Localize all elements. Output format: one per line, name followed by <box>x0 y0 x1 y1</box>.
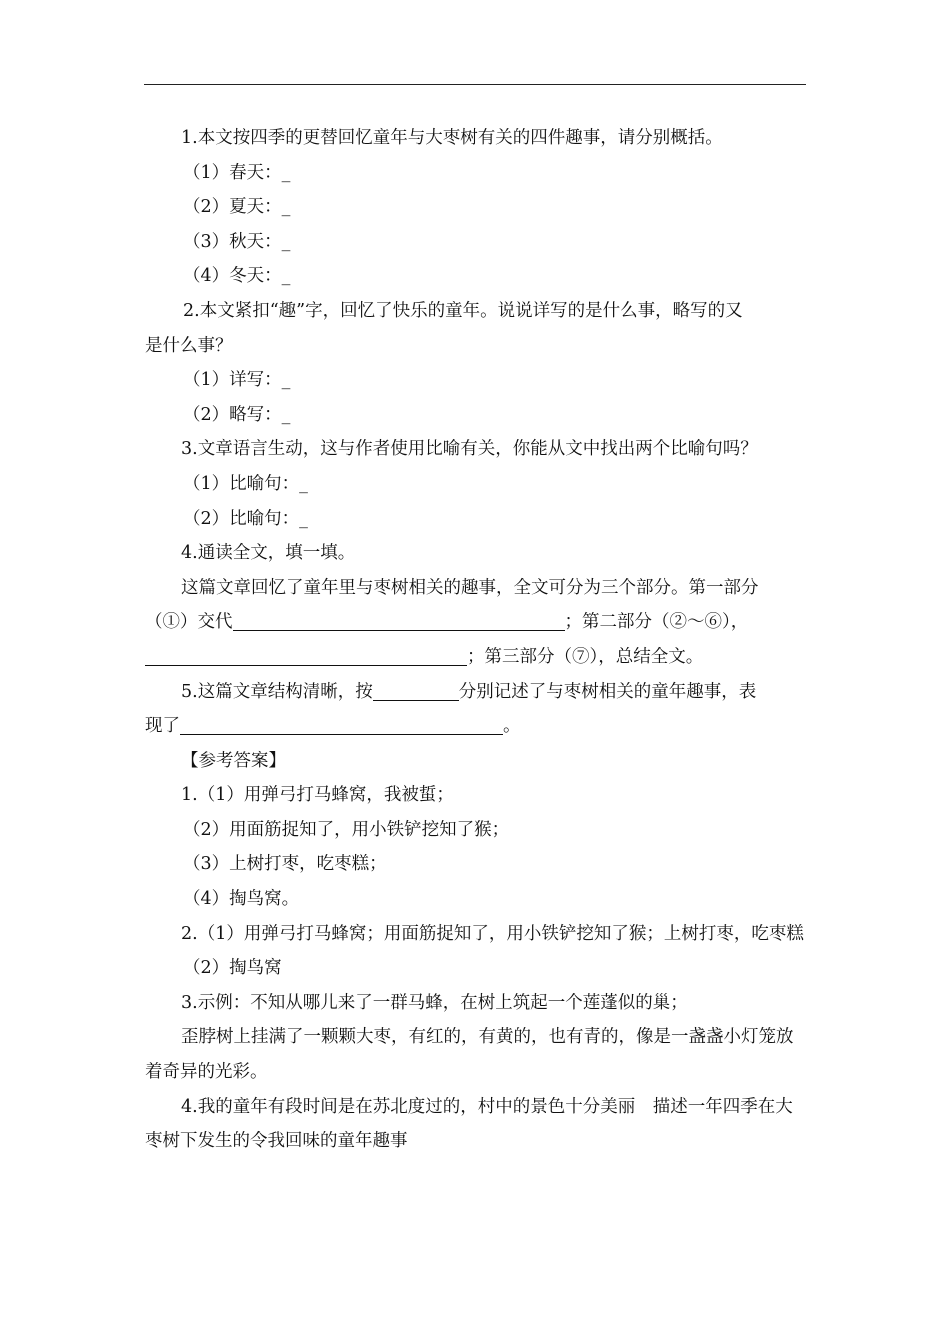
question-4-stem: 4.通读全文，填一填。 <box>181 543 356 564</box>
question-2-item-detailed: （1）详写：_ <box>183 370 291 391</box>
question-5-line-2-suffix: 。 <box>503 716 521 737</box>
question-5-line-1-prefix: 5.这篇文章结构清晰，按 <box>181 681 373 702</box>
question-5-line-2 <box>145 709 807 744</box>
question-4-line-2-prefix: （①）交代 <box>145 612 233 633</box>
question-1-item-spring: （1）春天：_ <box>183 162 291 183</box>
answer-1-item-4: （4）掏鸟窝。 <box>183 889 300 910</box>
question-4-line-3-suffix: ；第三部分（⑦），总结全文。 <box>467 646 704 667</box>
question-4-line-1: 这篇文章回忆了童年里与枣树相关的趣事，全文可分为三个部分。第一部分 <box>181 577 759 598</box>
answer-blank-part-2[interactable] <box>145 643 467 666</box>
question-5-line-1-suffix: 分别记述了与枣树相关的童年趣事，表 <box>458 681 757 702</box>
answer-blank-order[interactable] <box>373 678 459 701</box>
question-2-item-brief: （2）略写：_ <box>183 404 291 425</box>
answer-1-item-2: （2）用面筋捉知了，用小铁铲挖知了猴； <box>183 819 510 840</box>
question-5-line-1 <box>145 675 807 710</box>
document-body <box>145 121 807 1159</box>
question-4-line-2-suffix: ；第二部分（②～⑥）， <box>564 612 749 633</box>
question-1-item-autumn: （3）秋天：_ <box>183 231 291 252</box>
question-4-line-3 <box>145 640 807 675</box>
answer-2-line-2: （2）掏鸟窝 <box>183 958 282 979</box>
question-5-line-2-prefix: 现了 <box>145 716 180 737</box>
question-1-item-winter: （4）冬天：_ <box>183 266 291 287</box>
question-1-stem: 1.本文按四季的更替回忆童年与大枣树有关的四件趣事，请分别概括。 <box>181 128 723 148</box>
question-1-item-summer: （2）夏天：_ <box>183 197 291 218</box>
answer-2-line-1: 2.（1）用弹弓打马蜂窝；用面筋捉知了，用小铁铲挖知了猴；上树打枣，吃枣糕 <box>181 923 804 944</box>
answer-1-item-1: 1.（1）用弹弓打马蜂窝，我被蜇； <box>181 785 454 806</box>
question-2-stem-line-2: 是什么事？ <box>145 335 233 356</box>
question-2-stem-line-1: 2.本文紧扣“趣”字，回忆了快乐的童年。说说详写的是什么事，略写的又 <box>183 300 743 321</box>
answer-blank-theme[interactable] <box>180 712 503 735</box>
answer-4: 4.我的童年有段时间是在苏北度过的，村中的景色十分美丽 描述一年四季在大枣树下发生的令我回味的童年趣事 <box>145 1096 793 1152</box>
question-3-item-1: （1）比喻句：_ <box>183 473 308 494</box>
answer-3-line-2: 歪脖树上挂满了一颗颗大枣，有红的，有黄的，也有青的，像是一盏盏小灯笼放着奇异的光彩。 <box>145 1027 794 1083</box>
answer-3-line-1: 3.示例：不知从哪儿来了一群马蜂，在树上筑起一个莲蓬似的巢； <box>181 992 688 1013</box>
answer-blank-part-1[interactable] <box>233 608 565 631</box>
header-rule <box>144 84 806 85</box>
question-3-item-2: （2）比喻句：_ <box>183 508 308 529</box>
answer-1-item-3: （3）上树打枣，吃枣糕； <box>183 854 387 875</box>
answers-heading: 【参考答案】 <box>181 750 286 771</box>
question-3-stem: 3.文章语言生动，这与作者使用比喻有关，你能从文中找出两个比喻句吗？ <box>181 439 758 460</box>
question-4-line-2 <box>145 605 807 640</box>
